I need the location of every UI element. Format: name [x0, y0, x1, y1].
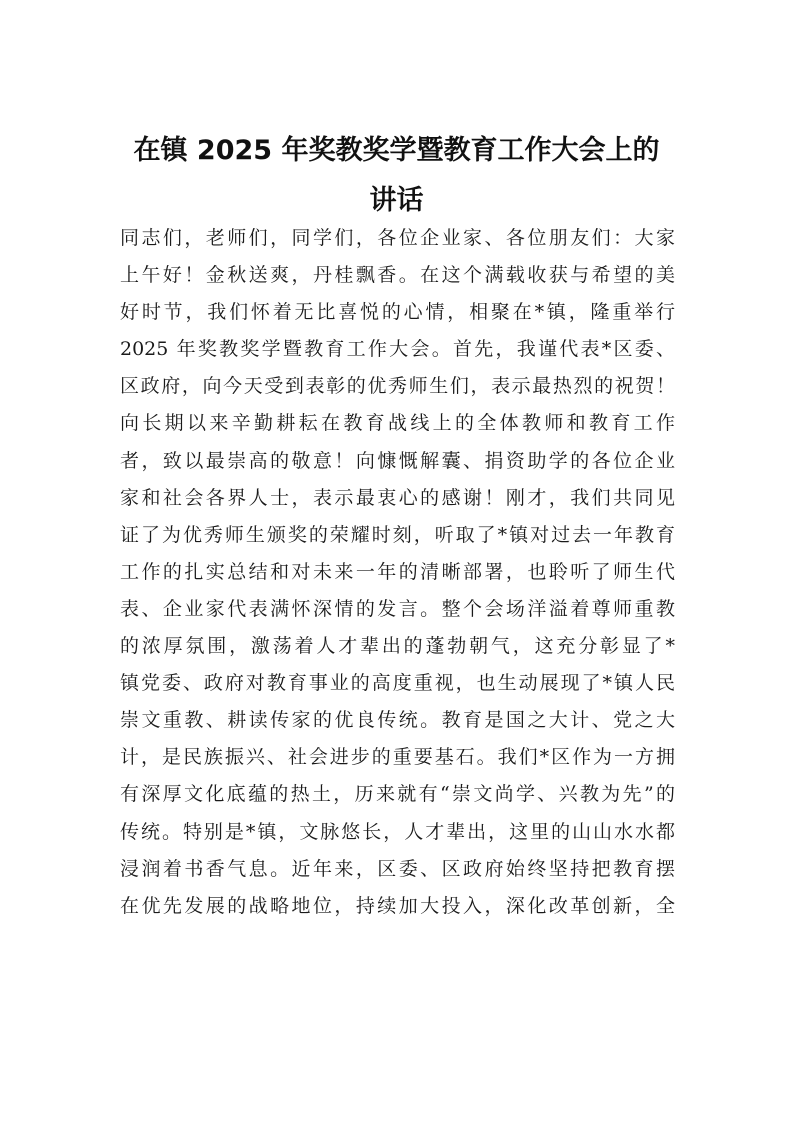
body-line: 工作的扎实总结和对未来一年的清晰部署，也聆听了师生代: [120, 560, 675, 583]
document-title-line-1: 在镇 2025 年奖教奖学暨教育工作大会上的: [133, 135, 660, 166]
body-line: 在优先发展的战略地位，持续加大投入，深化改革创新，全: [120, 894, 675, 917]
body-line: 家和社会各界人士，表示最衷心的感谢！刚才，我们共同见: [120, 486, 675, 509]
speech-body: [120, 220, 675, 925]
body-line: 浸润着书香气息。近年来，区委、区政府始终坚持把教育摆: [120, 857, 675, 880]
body-line: 向长期以来辛勤耕耘在教育战线上的全体教师和教育工作: [120, 412, 675, 435]
document-title-line-2: 讲话: [369, 185, 424, 216]
body-line: 的浓厚氛围，激荡着人才辈出的蓬勃朝气，这充分彰显了*: [120, 635, 675, 658]
body-line: 上午好！金秋送爽，丹桂飘香。在这个满载收获与希望的美: [120, 264, 675, 287]
body-line: 有深厚文化底蕴的热土，历来就有“崇文尚学、兴教为先”的: [120, 783, 675, 806]
body-line: 证了为优秀师生颁奖的荣耀时刻，听取了*镇对过去一年教育: [120, 523, 675, 546]
body-line: 同志们，老师们，同学们，各位企业家、各位朋友们：大家: [120, 227, 675, 249]
body-line: 表、企业家代表满怀深情的发言。整个会场洋溢着尊师重教: [120, 597, 675, 620]
body-line: 区政府，向今天受到表彰的优秀师生们，表示最热烈的祝贺！: [120, 375, 675, 398]
body-line: 计，是民族振兴、社会进步的重要基石。我们*区作为一方拥: [120, 746, 675, 769]
body-line: 镇党委、政府对教育事业的高度重视，也生动展现了*镇人民: [120, 672, 675, 695]
body-line: 崇文重教、耕读传家的优良传统。教育是国之大计、党之大: [120, 709, 675, 732]
body-line: 好时节，我们怀着无比喜悦的心情，相聚在*镇，隆重举行: [120, 301, 675, 324]
body-line: 者，致以最崇高的敬意！向慷慨解囊、捐资助学的各位企业: [120, 449, 675, 472]
body-line: 2025 年奖教奖学暨教育工作大会。首先，我谨代表*区委、: [120, 338, 675, 361]
body-line: 传统。特别是*镇，文脉悠长，人才辈出，这里的山山水水都: [120, 820, 675, 843]
